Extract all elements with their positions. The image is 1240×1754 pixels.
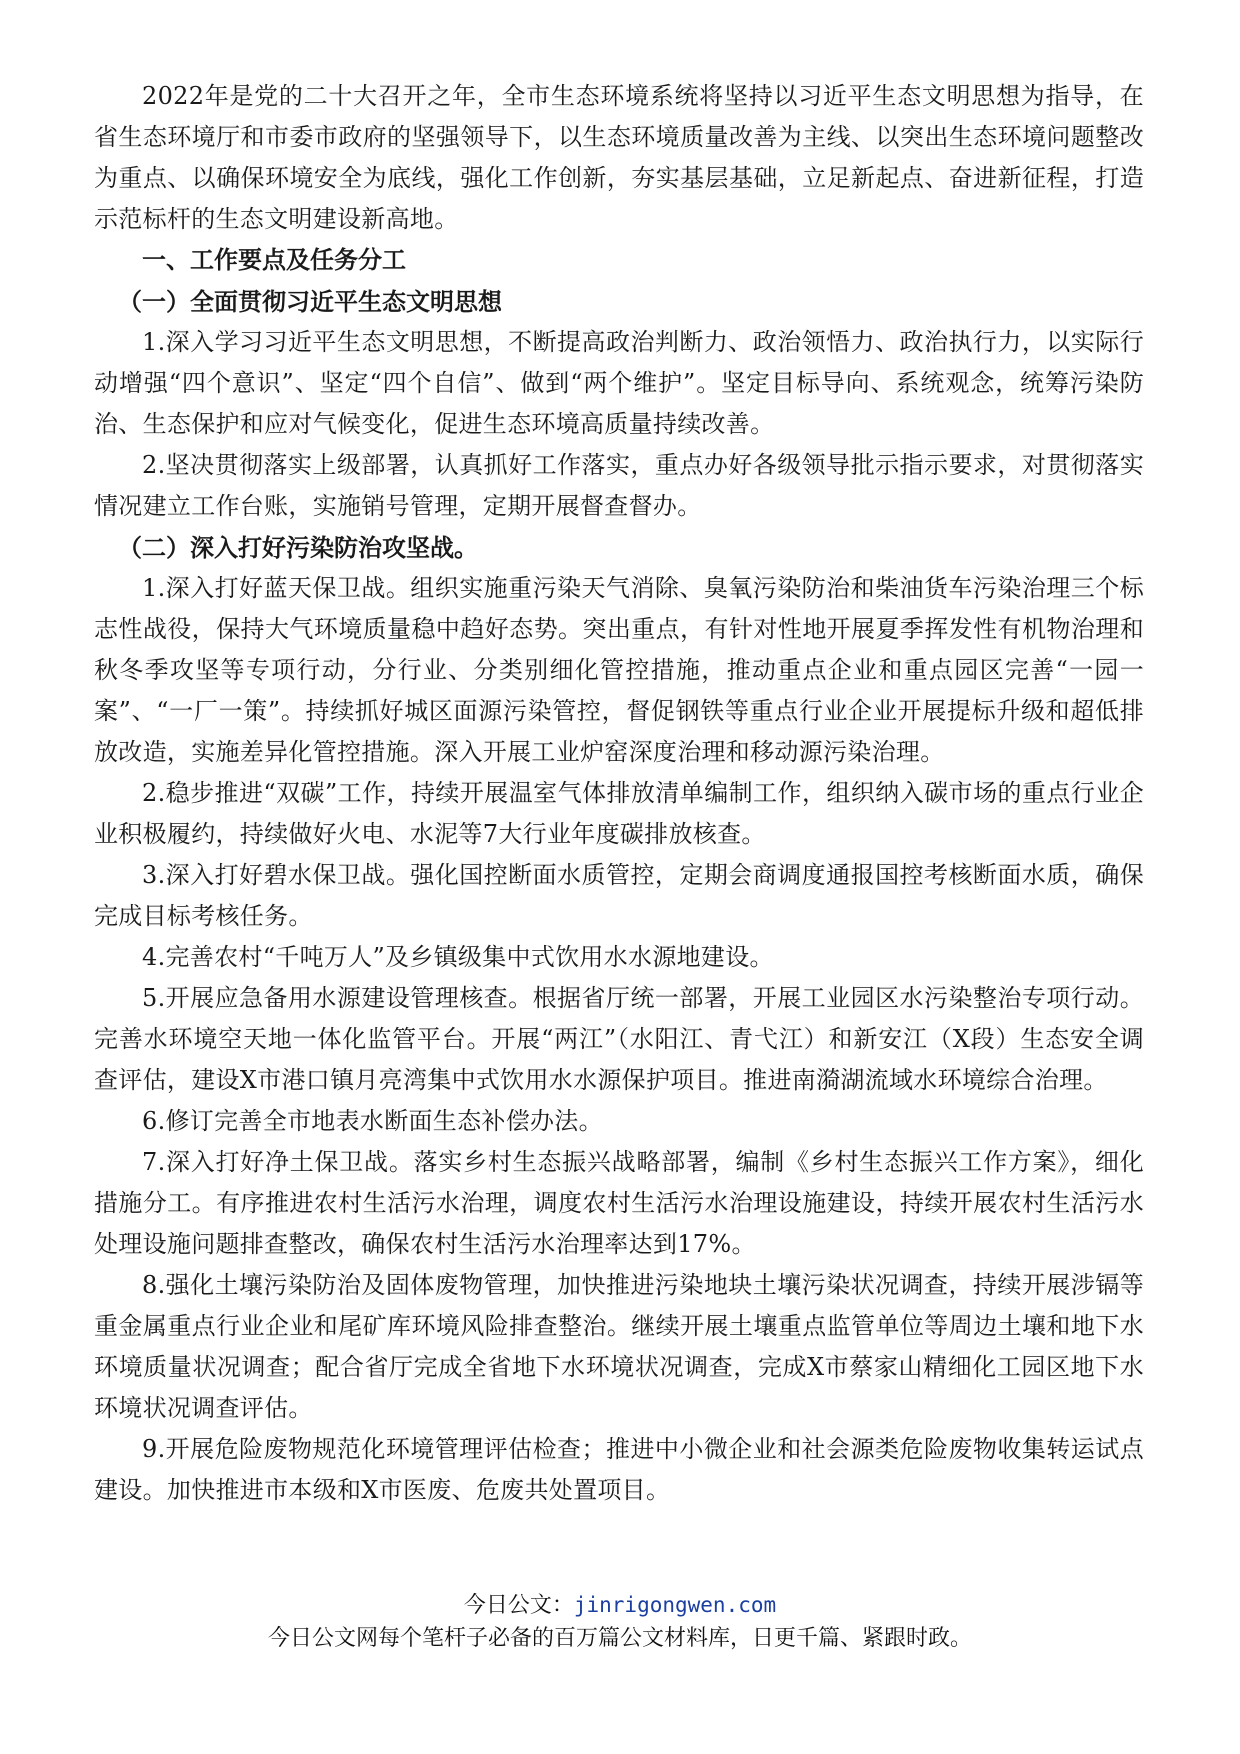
subsection-title-ecological-thought: （一）全面贯彻习近平生态文明思想 (118, 287, 502, 316)
list-item: 9.开展危险废物规范化环境管理评估检查；推进中小微企业和社会源类危险废物收集转运试点建设。加快推进市本级和X市医废、危废共处置项目。 (94, 1435, 1144, 1504)
list-item: 8.强化土壤污染防治及固体废物管理，加快推进污染地块土壤污染状况调查，持续开展涉镉等重金属重点行业企业和尾矿库环境风险排查整治。继续开展土壤重点监管单位等周边土壤和地下水环境质量状况调查；配合省厅完成全省地下水环境状况调查，完成X市蔡家山精细化工园区地下水环境状况调查评估。 (94, 1271, 1144, 1422)
document-body (94, 76, 1144, 1511)
list-item: 1.深入打好蓝天保卫战。组织实施重污染天气消除、臭氧污染防治和柴油货车污染治理三个标志性战役，保持大气环境质量稳中趋好态势。突出重点，有针对性地开展夏季挥发性有机物治理和秋冬季攻坚等专项行动，分行业、分类别细化管控措施，推动重点企业和重点园区完善“一园一案”、“一厂一策”。持续抓好城区面源污染管控，督促钢铁等重点行业企业开展提标升级和超低排放改造，实施差异化管控措施。深入开展工业炉窑深度治理和移动源污染治理。 (94, 574, 1144, 766)
subsection-title-pollution-control: （二）深入打好污染防治攻坚战。 (118, 533, 478, 562)
list-item: 6.修订完善全市地表水断面生态补偿办法。 (142, 1107, 603, 1135)
list-item: 7.深入打好净土保卫战。落实乡村生态振兴战略部署，编制《乡村生态振兴工作方案》，细化措施分工。有序推进农村生活污水治理，调度农村生活污水治理设施建设，持续开展农村生活污水处理设施问题排查整改，确保农村生活污水治理率达到17%。 (94, 1148, 1144, 1258)
footer-site-link[interactable]: jinrigongwen.com (573, 1593, 777, 1617)
intro-paragraph: 2022年是党的二十大召开之年，全市生态环境系统将坚持以习近平生态文明思想为指导，在省生态环境厅和市委市政府的坚强领导下，以生态环境质量改善为主线、以突出生态环境问题整改为重点、以确保环境安全为底线，强化工作创新，夯实基层基础，立足新起点、奋进新征程，打造示范标杆的生态文明建设新高地。 (94, 82, 1144, 233)
list-item: 2.坚决贯彻落实上级部署，认真抓好工作落实，重点办好各级领导批示指示要求，对贯彻落实情况建立工作台账，实施销号管理，定期开展督查督办。 (94, 451, 1144, 520)
section-title-work-points: 一、工作要点及任务分工 (142, 246, 406, 274)
list-item: 5.开展应急备用水源建设管理核查。根据省厅统一部署，开展工业园区水污染整治专项行动。完善水环境空天地一体化监管平台。开展“两江”（水阳江、青弋江）和新安江（X段）生态安全调查评估，建设X市港口镇月亮湾集中式饮用水水源保护项目。推进南漪湖流域水环境综合治理。 (94, 984, 1144, 1094)
footer-site-label: 今日公文： (463, 1593, 574, 1618)
footer-site-line (0, 1590, 1240, 1621)
footer-tagline: 今日公文网每个笔杆子必备的百万篇公文材料库，日更千篇、紧跟时政。 (267, 1626, 972, 1651)
list-item: 3.深入打好碧水保卫战。强化国控断面水质管控，定期会商调度通报国控考核断面水质，确保完成目标考核任务。 (94, 861, 1144, 930)
page-footer (0, 1590, 1240, 1655)
list-item: 1.深入学习习近平生态文明思想，不断提高政治判断力、政治领悟力、政治执行力，以实际行动增强“四个意识”、坚定“四个自信”、做到“两个维护”。坚定目标导向、系统观念，统筹污染防治、生态保护和应对气候变化，促进生态环境高质量持续改善。 (94, 328, 1144, 438)
list-item: 2.稳步推进“双碳”工作，持续开展温室气体排放清单编制工作，组织纳入碳市场的重点行业企业积极履约，持续做好火电、水泥等7大行业年度碳排放核查。 (94, 779, 1144, 848)
list-item: 4.完善农村“千吨万人”及乡镇级集中式饮用水水源地建设。 (142, 943, 774, 971)
